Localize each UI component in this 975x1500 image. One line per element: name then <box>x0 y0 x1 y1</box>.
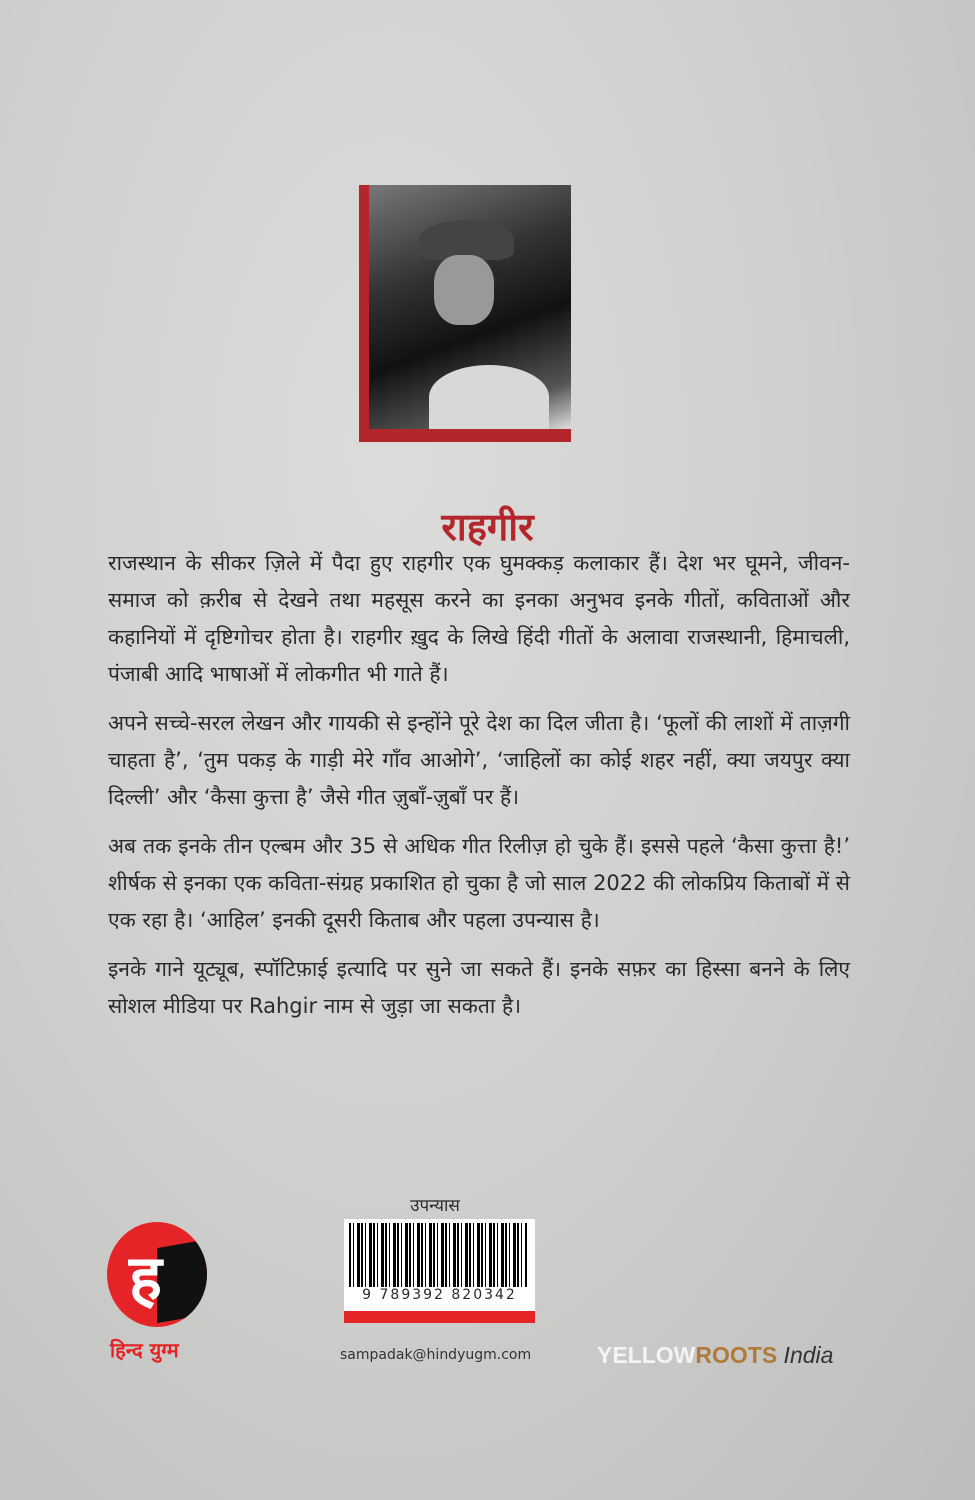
author-bio <box>108 545 850 1037</box>
isbn-barcode <box>344 1219 535 1323</box>
logo-circle <box>107 1222 207 1327</box>
logo-glyph: ह <box>129 1241 162 1314</box>
publisher-email: sampadak@hindyugm.com <box>340 1347 532 1363</box>
author-photo <box>369 185 571 429</box>
bio-paragraph: राजस्थान के सीकर ज़िले में पैदा हुए राहगीर एक घुमक्कड़ कलाकार हैं। देश भर घूमने, जीवन-समाज को क़रीब से देखने तथा महसूस करने का इनका अनुभव इनके गीतों, कविताओं और कहानियों में दृष्टिगोचर होता है। राहगीर ख़ुद के लिखे हिंदी गीतों के अलावा राजस्थानी, हिमाचली, पंजाबी आदि भाषाओं में लोकगीत भी गाते हैं। <box>108 551 850 686</box>
bio-paragraph: अपने सच्चे-सरल लेखन और गायकी से इन्होंने पूरे देश का दिल जीता है। ‘फूलों की लाशों में ताज़गी चाहता है’, ‘तुम पकड़ के गाड़ी मेरे गाँव आओगे’, ‘जाहिलों का कोई शहर नहीं, क्या जयपुर क्या दिल्ली’ और ‘कैसा कुत्ता है’ जैसे गीत ज़ुबाँ-ज़ुबाँ पर हैं। <box>108 711 850 809</box>
guitar <box>429 365 549 429</box>
imprint-part-india: India <box>777 1342 834 1368</box>
publisher-logo <box>107 1222 225 1330</box>
genre-label: उपन्यास <box>410 1196 460 1216</box>
author-photo-frame <box>359 185 571 442</box>
publisher-name: हिन्द युग्म <box>110 1338 179 1362</box>
bio-paragraph: इनके गाने यूट्यूब, स्पॉटिफ़ाई इत्यादि पर सुने जा सकते हैं। इनके सफ़र का हिस्सा बनने के लिए सोशल मीडिया पर Rahgir नाम से जुड़ा जा सकता है। <box>108 957 850 1018</box>
imprint-part-yellow: YELLOW <box>597 1342 696 1368</box>
author-name: राहगीर <box>441 505 534 549</box>
face <box>434 255 494 325</box>
barcode-red-bar <box>344 1311 535 1323</box>
bio-paragraph: अब तक इनके तीन एल्बम और 35 से अधिक गीत रिलीज़ हो चुके हैं। इससे पहले ‘कैसा कुत्ता है!’ शीर्षक से इनका एक कविता-संग्रह प्रकाशित हो चुका है जो साल 2022 की लोकप्रिय किताबों में से एक रहा है। ‘आहिल’ इनकी दूसरी किताब और पहला उपन्यास है। <box>108 834 850 932</box>
isbn-number: 9 789392 820342 <box>344 1287 535 1303</box>
imprint-part-roots: ROOTS <box>695 1342 778 1368</box>
logo-black-shape <box>157 1236 207 1323</box>
hat <box>419 220 514 260</box>
imprint-logo <box>597 1342 833 1369</box>
barcode-bars <box>349 1223 527 1293</box>
